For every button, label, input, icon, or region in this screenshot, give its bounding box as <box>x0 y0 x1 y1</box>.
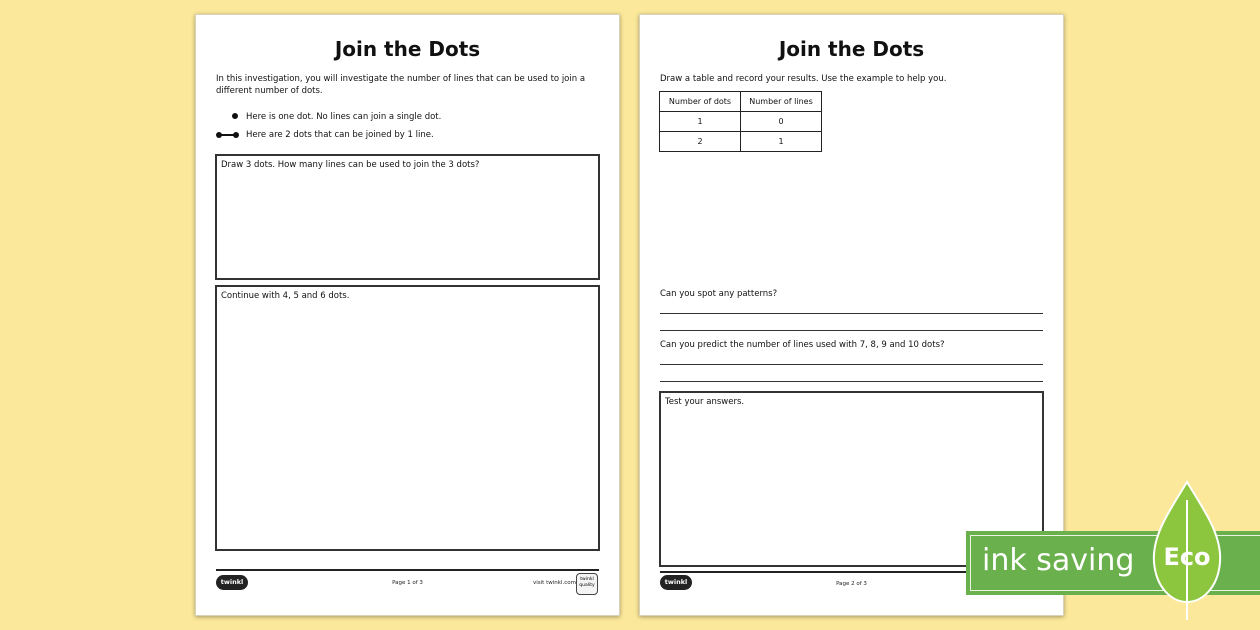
twinkl-logo: twinkl <box>660 575 692 590</box>
table-cell: 1 <box>660 112 741 132</box>
twinkl-logo: twinkl <box>216 575 248 590</box>
single-dot <box>232 113 238 119</box>
bullet-one-text: Here is one dot. No lines can join a single dot. <box>246 112 442 122</box>
answer-line[interactable] <box>660 330 1043 331</box>
draw-3-dots-box[interactable] <box>215 154 600 280</box>
page-title: Join the Dots <box>334 37 481 61</box>
results-table <box>659 91 822 152</box>
page-title: Join the Dots <box>778 37 925 61</box>
site-text: visit twinkl.com <box>533 580 576 586</box>
table-cell: 2 <box>660 132 741 152</box>
ink-saving-text: ink saving <box>982 543 1135 578</box>
table-row <box>660 112 822 132</box>
table-header: Number of lines <box>741 92 822 112</box>
eco-label: Eco <box>1163 543 1211 571</box>
question-patterns: Can you spot any patterns? <box>660 289 778 299</box>
box-label: Continue with 4, 5 and 6 dots. <box>221 291 350 301</box>
box-label: Draw 3 dots. How many lines can be used to join the 3 dots? <box>221 160 480 170</box>
worksheet-page-1 <box>195 14 620 616</box>
bullet-two-text: Here are 2 dots that can be joined by 1 line. <box>246 130 434 140</box>
answer-line[interactable] <box>660 381 1043 382</box>
table-cell: 1 <box>741 132 822 152</box>
footer-rule <box>216 569 599 571</box>
answer-line[interactable] <box>660 313 1043 314</box>
quality-badge: twinkl quality <box>576 573 598 595</box>
dot-right <box>233 132 239 138</box>
table-cell: 0 <box>741 112 822 132</box>
box-label: Test your answers. <box>665 397 745 407</box>
question-predict: Can you predict the number of lines used with 7, 8, 9 and 10 dots? <box>660 340 945 350</box>
page-number: Page 2 of 3 <box>836 581 867 587</box>
table-row <box>660 132 822 152</box>
continue-dots-box[interactable] <box>215 285 600 551</box>
worksheet-page-2 <box>639 14 1064 616</box>
table-header-row <box>660 92 822 112</box>
instruction-text: Draw a table and record your results. Use the example to help you. <box>660 74 947 84</box>
page-number: Page 1 of 3 <box>392 580 423 586</box>
table-header: Number of dots <box>660 92 741 112</box>
intro-text: In this investigation, you will investigate the number of lines that can be used to join a different number of dots. <box>216 74 586 96</box>
answer-line[interactable] <box>660 364 1043 365</box>
